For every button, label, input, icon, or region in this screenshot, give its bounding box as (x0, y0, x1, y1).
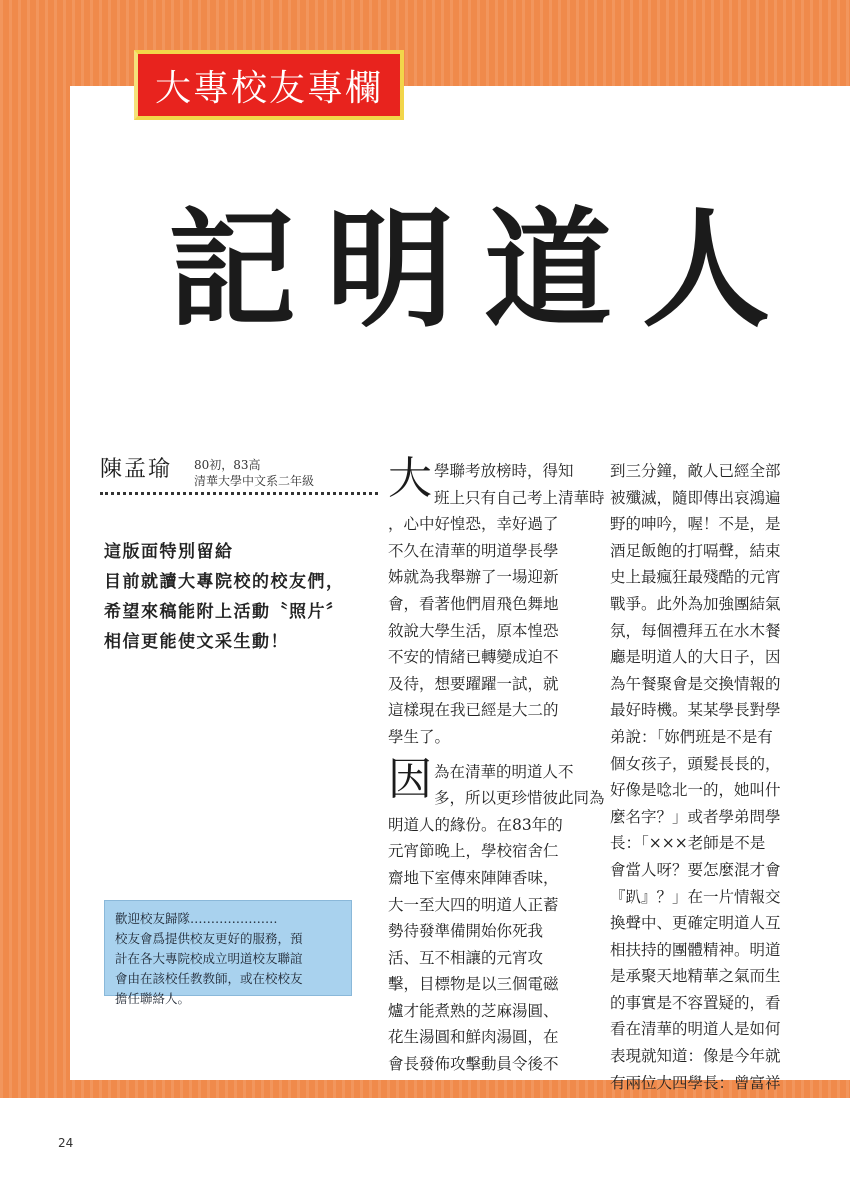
info-line: 歡迎校友歸隊………………… (115, 911, 278, 926)
text-line: 酒足飯飽的打嗝聲，結束 (610, 541, 781, 560)
notice-line: 相信更能使文采生動！ (104, 632, 289, 652)
article-column-middle (388, 453, 605, 1078)
text-line: 弟說：「妳們班是不是有 (610, 727, 773, 746)
text-line: 好像是唸北一的，她叫什 (610, 781, 781, 800)
text-line: 為在清華的明道人不 (434, 762, 574, 781)
text-line: 學生了。 (388, 727, 451, 746)
column-banner: 大專校友專欄 (134, 50, 404, 120)
author-dept: 清華大學中文系二年級 (194, 474, 315, 488)
text-line: 這樣現在我已經是大二的 (388, 701, 559, 720)
text-line: 齋地下室傳來陣陣香味， (388, 868, 559, 887)
text-line: 勢待發準備開始你死我 (388, 922, 544, 941)
dotted-divider (100, 492, 378, 495)
notice-line: 目前就讀大專院校的校友們， (104, 572, 345, 592)
text-line: 活、互不相讓的元宵攻 (388, 948, 544, 967)
drop-cap: 大 (388, 453, 432, 504)
text-line: ，心中好惶恐，幸好過了 (388, 515, 559, 534)
text-line: 會，看著他們眉飛色舞地 (388, 594, 559, 613)
text-line: 有兩位大四學長：曾富祥 (610, 1073, 781, 1092)
text-line: 史上最瘋狂最殘酷的元宵 (610, 568, 781, 587)
drop-cap: 因 (388, 753, 432, 805)
text-line: 看在清華的明道人是如何 (610, 1020, 781, 1039)
text-line: 不安的情緒已轉變成迫不 (388, 648, 559, 667)
text-line: 個女孩子，頭髮長長的， (610, 754, 781, 773)
text-line: 最好時機。某某學長對學 (610, 701, 781, 720)
text-line: 麼名字？」或者學弟問學 (610, 807, 781, 826)
text-line: 表現就知道：像是今年就 (610, 1047, 781, 1066)
text-line: 的事實是不容置疑的，看 (610, 993, 781, 1012)
text-line: 『趴』？」在一片情報交 (610, 887, 781, 906)
text-line: 長：「×××老師是不是 (610, 834, 766, 853)
text-line: 相扶持的團體精神。明道 (610, 940, 781, 959)
text-line: 氛，每個禮拜五在水木餐 (610, 621, 781, 640)
text-line: 多，所以更珍惜彼此同為 (434, 789, 605, 808)
text-line: 是承聚天地精華之氣而生 (610, 967, 781, 986)
page-title: 記明道人 (168, 195, 801, 345)
text-line: 不久在清華的明道學長學 (388, 541, 559, 560)
text-line: 及待，想要躍躍一試，就 (388, 674, 559, 693)
text-line: 為午餐聚會是交換情報的 (610, 674, 781, 693)
text-line: 擊，目標物是以三個電磁 (388, 975, 559, 994)
author-name: 陳孟瑜 (100, 457, 173, 482)
text-line: 戰爭。此外為加強團結氣 (610, 594, 781, 613)
notice-line: 這版面特別留給 (104, 542, 234, 562)
alumni-info-box (104, 900, 352, 1006)
author-class: 80初，83高 (194, 458, 261, 472)
text-line: 班上只有自己考上清華時 (434, 488, 605, 507)
text-line: 花生湯圓和鮮肉湯圓，在 (388, 1028, 559, 1047)
page-number: 24 (58, 1136, 74, 1150)
text-line: 廳是明道人的大日子，因 (610, 648, 781, 667)
info-line: 校友會爲提供校友更好的服務，預 (115, 931, 303, 946)
text-line: 大一至大四的明道人正蓄 (388, 895, 559, 914)
text-line: 到三分鐘，敵人已經全部 (610, 462, 781, 480)
info-line: 計在各大專院校成立明道校友聯誼 (115, 951, 303, 966)
text-line: 學聯考放榜時，得知 (434, 462, 574, 480)
text-line: 姊就為我舉辦了一場迎新 (388, 568, 559, 587)
text-line: 被殲滅，隨即傳出哀鴻遍 (610, 488, 781, 507)
info-line: 擔任聯絡人。 (115, 991, 191, 1006)
article-paragraph-1 (388, 453, 605, 751)
author-block (100, 452, 380, 492)
notice-line: 希望來稿能附上活動〝照片〞 (104, 602, 345, 622)
article-paragraph-2 (388, 753, 605, 1078)
info-line: 會由在該校任教教師，或在校校友 (115, 971, 303, 986)
text-line: 會長發佈攻擊動員令後不 (388, 1055, 559, 1074)
text-line: 元宵節晚上，學校宿舍仁 (388, 842, 559, 861)
text-line: 敘說大學生活，原本惶恐 (388, 621, 559, 640)
article-column-right (610, 458, 810, 1096)
text-line: 明道人的緣份。在83年的 (388, 815, 563, 834)
text-line: 會當人呀？要怎麼混才會 (610, 860, 781, 879)
text-line: 換聲中、更確定明道人互 (610, 914, 781, 933)
text-line: 爐才能煮熟的芝麻湯圓、 (388, 1001, 559, 1020)
text-line: 野的呻吟，喔！不是，是 (610, 515, 781, 534)
editor-notice (104, 537, 384, 657)
